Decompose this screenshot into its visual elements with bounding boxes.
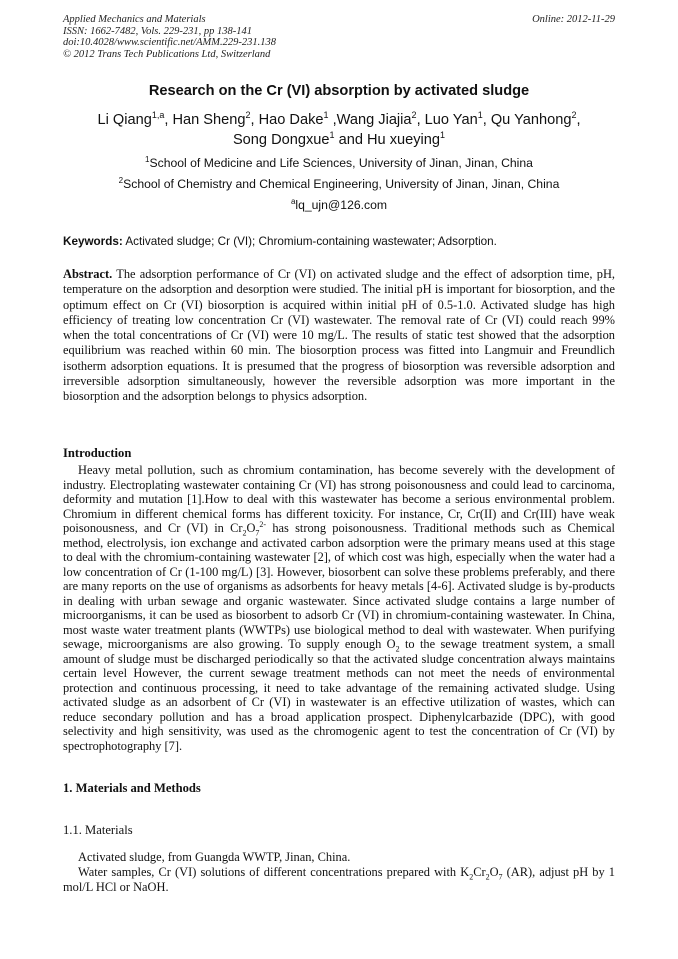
introduction-heading: Introduction	[63, 446, 132, 460]
doi-line: doi:10.4028/www.scientific.net/AMM.229-231.138	[63, 37, 276, 49]
keywords: Keywords: Activated sludge; Cr (VI); Chromium-containing wastewater; Adsorption.	[63, 235, 497, 248]
journal-name: Applied Mechanics and Materials	[63, 14, 206, 25]
copyright-line: © 2012 Trans Tech Publications Ltd, Switzerland	[63, 48, 271, 60]
materials-subheading: 1.1. Materials	[63, 823, 133, 837]
author-email: $^a$lq_ujn@126.com	[290, 196, 388, 212]
issn-line: ISSN: 1662-7482, Vols. 229-231, pp 138-141	[63, 25, 252, 37]
materials-text	[63, 850, 615, 895]
online-date: Online: 2012-11-29	[532, 14, 615, 25]
introduction-text: Heavy metal pollution, such as chromium contamination, has become severely with the development of industry. Electroplating wastewater containing Cr (VI) has strong poisonousness and could lead to carcinoma, deformity and mutation [1].How to deal with this wastewater has become a serious environmental problem. Chromium in different chemical forms has different toxicity. For instance, Cr, Cr(II) and Cr(III) have weak poisonousness, and Cr (VI) in $Cr_2O_7^{2-}$ has strong poisonousness. Traditional methods such as Chemical method, electrolysis, ion exchange and activated carbon adsorption were the primary means used at this stage to deal with the chromium-containing wastewater [2], of which cost was high, especially when the water had a low concentration of Cr (1-100 mg/L) [3]. However, biosorbent can solve these problems preferably, and there are many reports on the use of organisms as adsorbents for heavy metals [4-6]. Activated sludge is by-products in dealing with urban sewage and organic wastewater. Since activated sludge contains a large number of microorganisms, it can be used as biosorbent to adsorb Cr (VI) in chromium-containing wastewater. In China, most waste water treatment plants (WWTPs) use biological method to deal with wastewater. When purifying sewage, microorganisms are also growing. To supply enough $O_2$ to the sewage treatment system, a small amount of sludge must be discharged periodically so that the activated sludge concentration always maintains certain level However, the current sewage treatment methods can not meet the needs of environmental protection and continuous processing, it need to take advantage of the remaining activated sludge. Using activated sludge as an adsorbent of Cr (VI) in wastewater is an effective utilization of wastes, which can reduce secondary pollution and has a broad application prospect. Diphenylcarbazide (DPC), with good selectivity and high sensitivity, was used as the chromogenic agent to test the concentration of Cr (VI) by spectrophotography [7].	[63, 463, 615, 753]
journal-header	[63, 14, 276, 60]
paper-title: Research on the Cr (VI) absorption by activated sludge	[148, 83, 530, 99]
keywords-label: Keywords:	[63, 235, 123, 248]
abstract: Abstract. The adsorption performance of Cr (VI) on activated sludge and the effect of adsorption time, pH, temperature on the adsorption and desorption were studied. The initial pH is important for biosorption, and the optimum effect on Cr (VI) biosorption is acquired within initial pH of 0.5-1.0. Activated sludge has high efficiency of treating low concentration Cr (VI) wastewater. The removal rate of Cr (VI) could reach 99% when the total concentrations of Cr (VI) were 10 mg/L. The results of static test showed that the adsorption equilibrium was reached within 60 min. The biosorption process was fitted into Langmuir and Freundlich isotherm adsorption equations. It is presumed that the progress of biosorption was reversible adsorption and irreversible adsorption simultaneously, however the reversible adsorption was more important in the biosorption and the adsorption belongs to physics adsorption.	[63, 267, 615, 403]
author-list: Li Qiang$^{1,a}$, Han Sheng$^2$, Hao Dake$^1$ ,Wang Jiajia$^2$, Luo Yan$^1$, Qu Yanhong$^2$, Song Dongxue$^1$ and Hu xueying$^1$	[97, 110, 581, 148]
affiliation-2: $^2$School of Chemistry and Chemical Engineering, University of Jinan, Jinan, China	[118, 175, 560, 191]
affiliation-1: $^1$School of Medicine and Life Sciences, University of Jinan, Jinan, China	[145, 154, 533, 170]
materials-sludge: Activated sludge, from Guangda WWTP, Jinan, China.	[78, 850, 351, 864]
materials-water: Water samples, Cr (VI) solutions of different concentrations prepared with $K_2Cr_2O_7$ (AR), adjust pH by 1 mol/L HCl or NaOH.	[63, 865, 615, 894]
methods-heading: 1. Materials and Methods	[63, 781, 201, 795]
abstract-label: Abstract.	[63, 267, 113, 281]
